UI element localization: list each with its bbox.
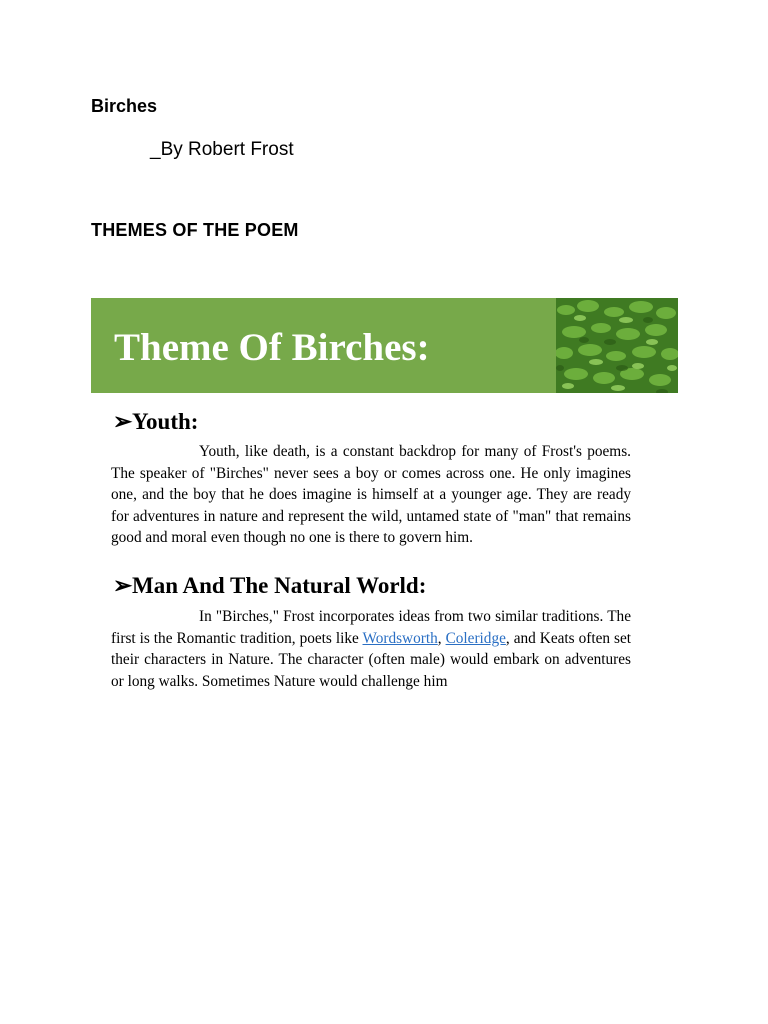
fern-foliage-image [556,298,678,393]
natural-world-heading [113,573,426,599]
section-heading: THEMES OF THE POEM [91,220,299,240]
youth-paragraph [111,441,631,549]
arrow-bullet-icon: ➢ [113,573,133,598]
link-separator: , [437,629,446,647]
arrow-bullet-icon: ➢ [113,409,133,434]
natural-world-paragraph [111,606,631,692]
author-byline: _By Robert Frost [150,139,294,160]
natural-world-text-start: In "Birches," Frost incorporates ideas from two similar traditions. The first is the Romantic tradition, poets like [111,608,631,647]
poem-title: Birches [91,96,158,116]
youth-paragraph-text: Youth, like death, is a constant backdrop for many of Frost's poems. The speaker of "Birches" never sees a boy or comes across one. He only imagines one, and the boy that he does imagine is himself at a younger age. They are ready for adventures in nature and represent the wild, untamed state of "man" that remains good and moral even though no one is there to govern him. [111,443,631,546]
banner-title: Theme Of Birches: [114,326,430,369]
youth-heading [113,409,198,435]
wordsworth-link[interactable]: Wordsworth [362,629,438,647]
youth-heading-label: Youth: [132,409,199,434]
natural-world-text-end: , and Keats often set their characters in Nature. The character (often male) would embark on adventures or long walks. Sometimes Nature would challenge him [111,629,631,690]
theme-banner [91,298,678,393]
embedded-theme-image [91,298,678,698]
natural-world-heading-label: Man And The Natural World: [132,573,427,598]
coleridge-link[interactable]: Coleridge [445,629,506,647]
